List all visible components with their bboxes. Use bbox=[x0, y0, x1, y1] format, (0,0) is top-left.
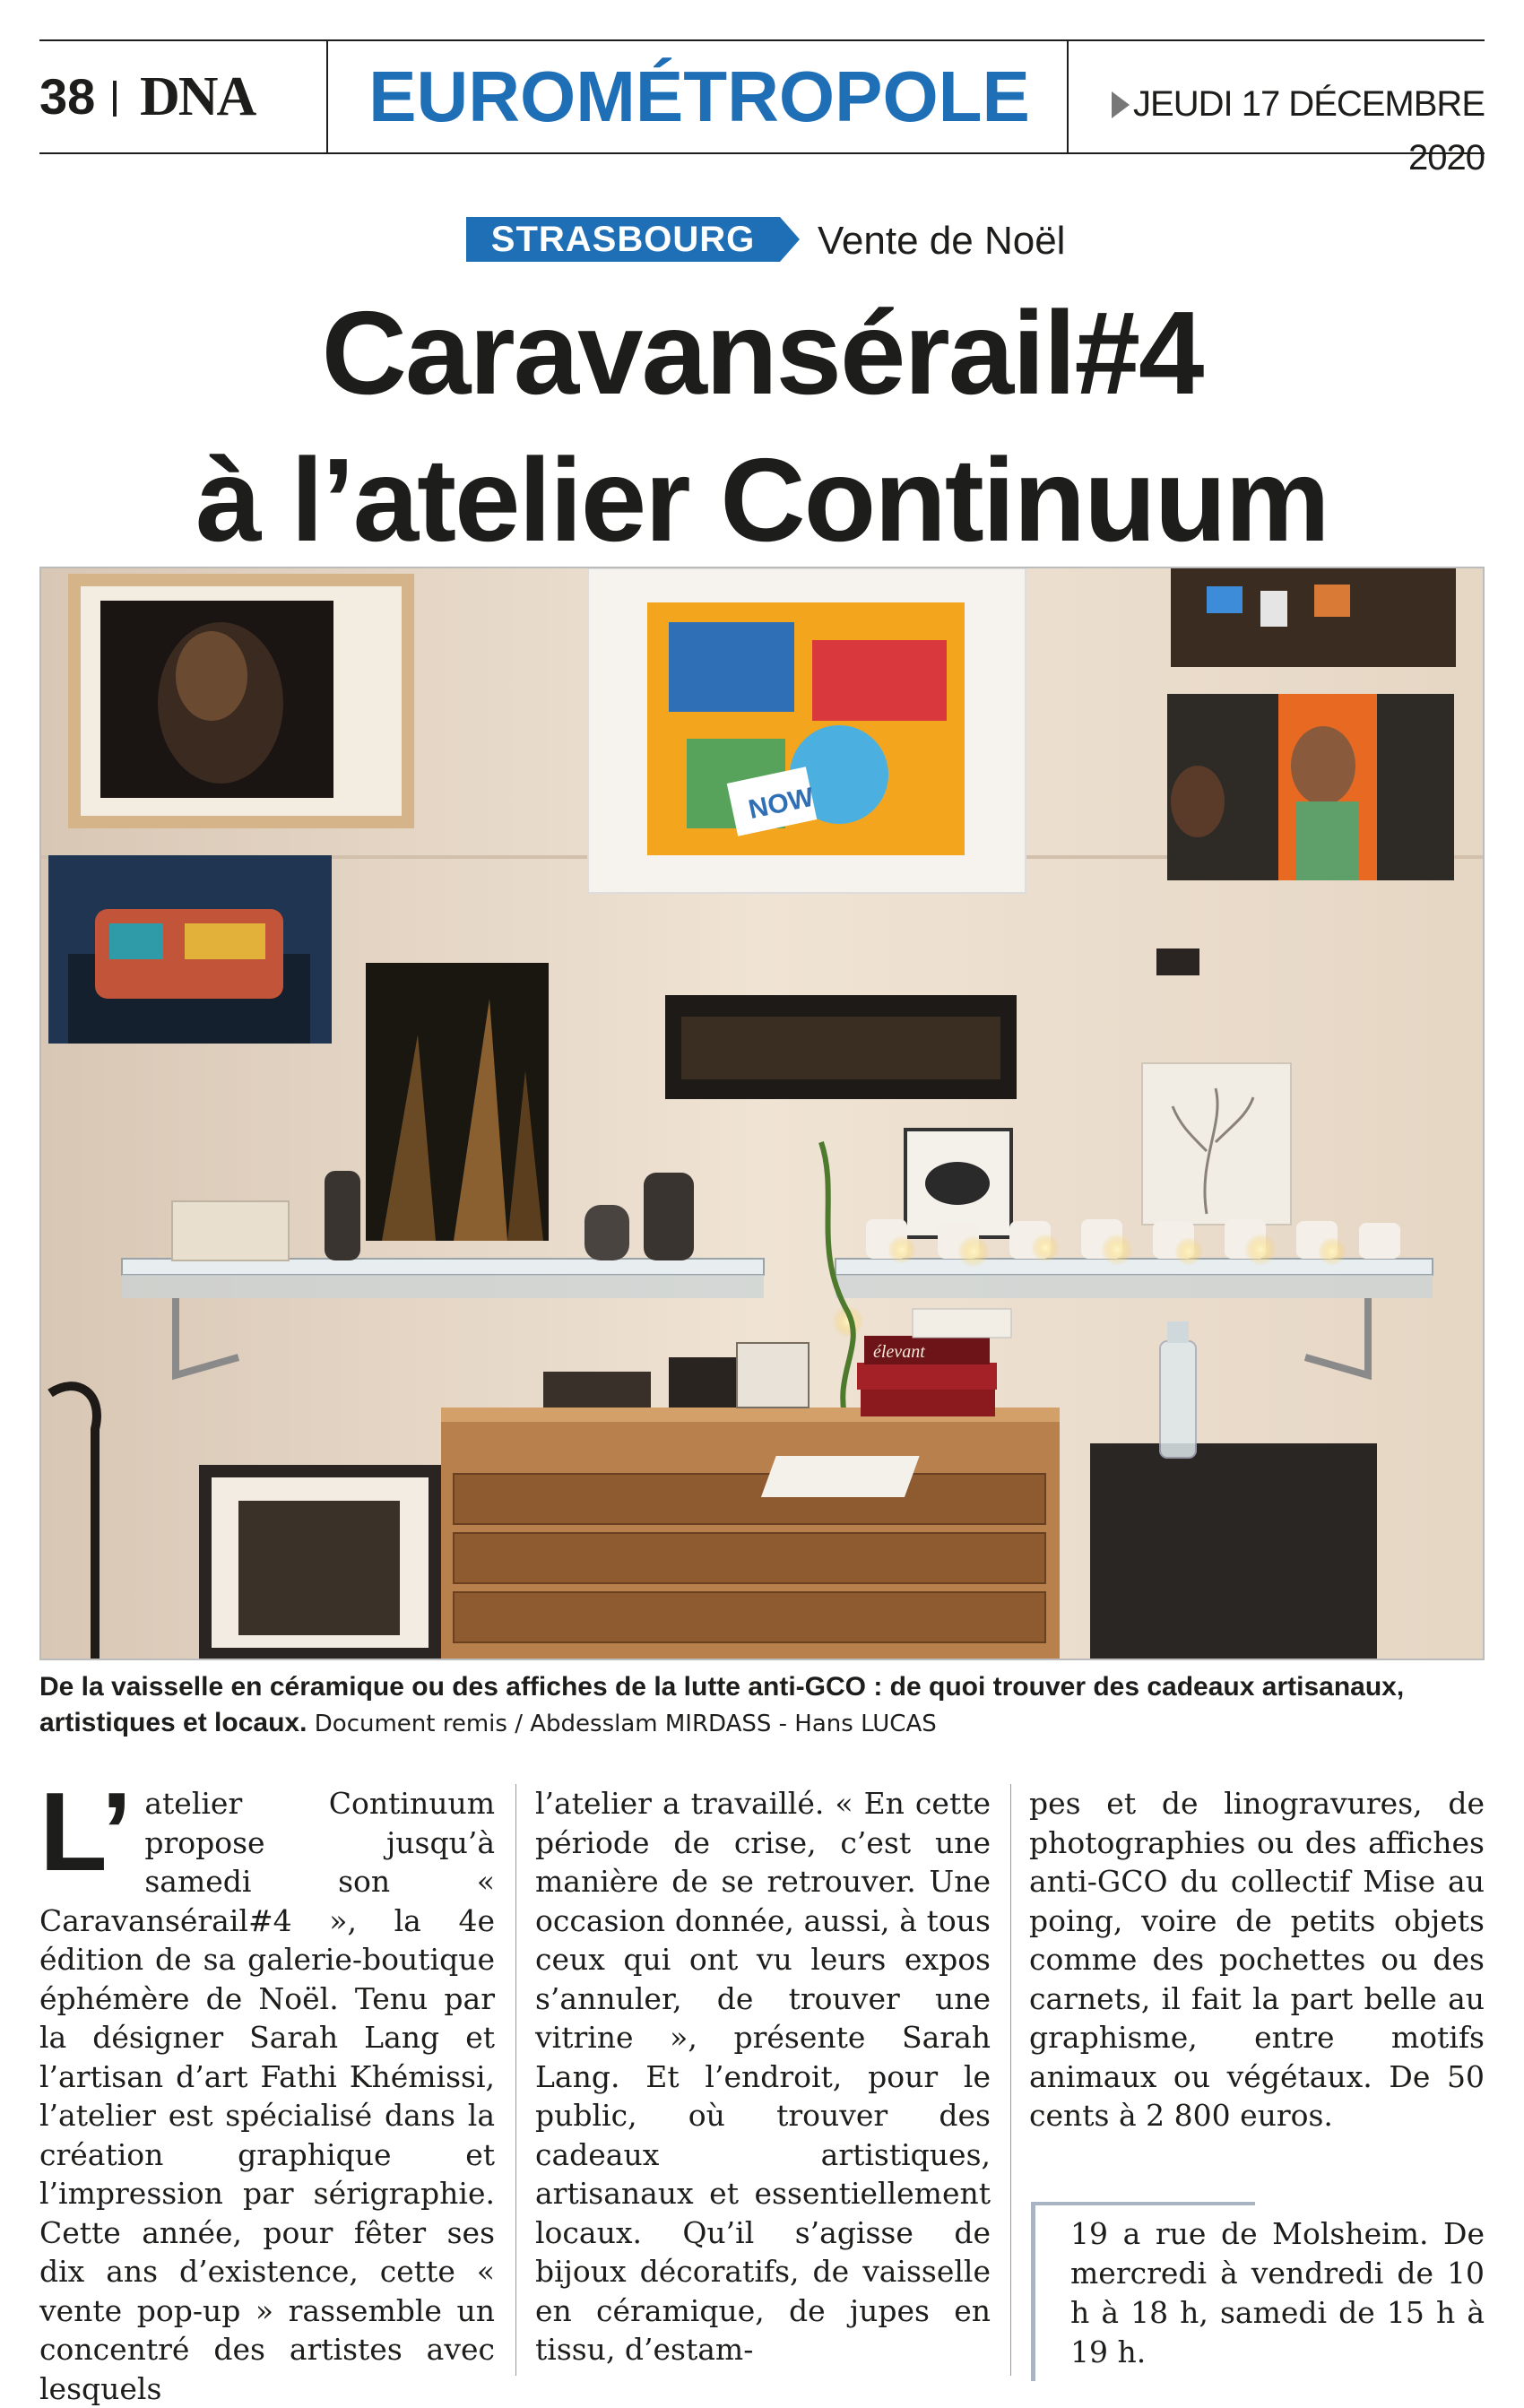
practical-info-box bbox=[1031, 2202, 1485, 2381]
frame-woman-photo bbox=[1167, 694, 1454, 880]
issue-date: JEUDI 17 DÉCEMBRE 2020 bbox=[1133, 84, 1485, 178]
tag-arrow-icon bbox=[780, 217, 800, 262]
section-title: EUROMÉTROPOLE bbox=[368, 56, 1030, 136]
floor-frames bbox=[199, 1465, 441, 1659]
frame-laundry-photo bbox=[1171, 568, 1456, 667]
column-rule-2 bbox=[1010, 1784, 1011, 2376]
date-marker-icon bbox=[1112, 91, 1130, 118]
column-rule-1 bbox=[515, 1784, 516, 2376]
newspaper-logo: DNA bbox=[140, 66, 255, 127]
book-title-text: élevant bbox=[873, 1342, 925, 1362]
kicker-topic: Vente de Noël bbox=[818, 219, 1066, 263]
column-3-text: pes et de linogravures, de photographies ou des affiches anti-GCO du collectif Mise au poing, voire de petits objets comme des pochettes ou des carnets, il fait la part belle au graphisme, entre motifs animaux ou végétaux. De 50 cents à 2 800 euros. bbox=[1029, 1786, 1485, 2133]
info-box-bar bbox=[1031, 2202, 1035, 2381]
practical-info-text: 19 a rue de Molsheim. De mercredi à vendredi de 10 h à 18 h, samedi de 15 h à 19 h. bbox=[1070, 2216, 1485, 2369]
gallery-shop-illustration bbox=[41, 568, 1483, 1659]
frame-panorama-print bbox=[665, 995, 1017, 1099]
header-divider-left bbox=[326, 41, 328, 152]
vase-3 bbox=[644, 1173, 694, 1260]
photo-credit: Document remis / Abdesslam MIRDASS - Hans LUCAS bbox=[314, 1711, 937, 1737]
kicker bbox=[0, 215, 1524, 267]
page-header bbox=[39, 39, 1485, 178]
poster-now-text: NOW bbox=[746, 782, 817, 826]
frame-plant-print bbox=[1142, 1063, 1291, 1225]
frame-caravan-photo bbox=[48, 855, 332, 1044]
drop-cap: L’ bbox=[39, 1771, 133, 1894]
column-2-text: l’atelier a travaillé. « En cette période de crise, c’est une manière de se retrouver. Une occasion donnée, aussi, à tous ceux qui ont vu leurs expos s’annuler, de trouver une vitrine », présente Sarah Lang. Et l’endroit, pour le public, où trouver des cadeaux artistiques, artisanaux et essentiellement locaux. Qu’il s’agisse de bijoux décoratifs, de vaisselle en céramique, de jupes en tissu, d’estam- bbox=[535, 1786, 991, 2367]
vase-2 bbox=[584, 1205, 629, 1260]
basket bbox=[669, 1357, 740, 1408]
books-on-chest bbox=[857, 1336, 997, 1416]
location-tag: STRASBOURG bbox=[466, 217, 780, 262]
frame-portrait bbox=[68, 574, 414, 828]
chest-of-drawers bbox=[441, 1408, 1060, 1659]
info-box-top-rule bbox=[1031, 2202, 1255, 2205]
frame-fish-print bbox=[905, 1130, 1011, 1237]
article-column-2 bbox=[535, 1784, 991, 2369]
small-sign bbox=[1156, 948, 1199, 975]
frame-forest-photo bbox=[366, 963, 549, 1241]
article-column-3 bbox=[1029, 1784, 1485, 2135]
page-number: 38 bbox=[39, 68, 96, 125]
calendar bbox=[913, 1309, 1011, 1338]
headline-line-2: à l’atelier Continuum bbox=[195, 434, 1329, 566]
postcard bbox=[737, 1343, 809, 1408]
frame-colorful-print bbox=[588, 568, 1026, 893]
photo-caption bbox=[39, 1669, 1485, 1742]
column-1-text: atelier Continuum propose jusqu’à samedi son « Caravansérail#4 », la 4e édition de sa galerie-boutique éphémère de Noël. Tenu par la désigner Sarah Lang et l’artisan d’art Fathi Khémissi, l’atelier est spécialisé dans la création graphique et l’impression par sérigraphie. Cette année, pour fêter ses dix ans d’existence, cette « vente pop-up » rassemble un concentré des artistes avec lesquels bbox=[39, 1786, 495, 2406]
headline-line-1: Caravansérail#4 bbox=[321, 287, 1203, 419]
page-number-separator bbox=[113, 81, 117, 117]
vase-1 bbox=[325, 1171, 360, 1260]
article-headline bbox=[0, 280, 1524, 574]
header-divider-right bbox=[1067, 41, 1069, 152]
book-stack bbox=[172, 1201, 289, 1260]
article-column-1 bbox=[39, 1771, 495, 2408]
article-photo bbox=[39, 567, 1485, 1660]
card-display bbox=[543, 1372, 651, 1408]
caption-text: De la vaisselle en céramique ou des affiches de la lutte anti-GCO : de quoi trouver des cadeaux artisanaux, artistiques et locaux. bbox=[39, 1672, 1405, 1737]
